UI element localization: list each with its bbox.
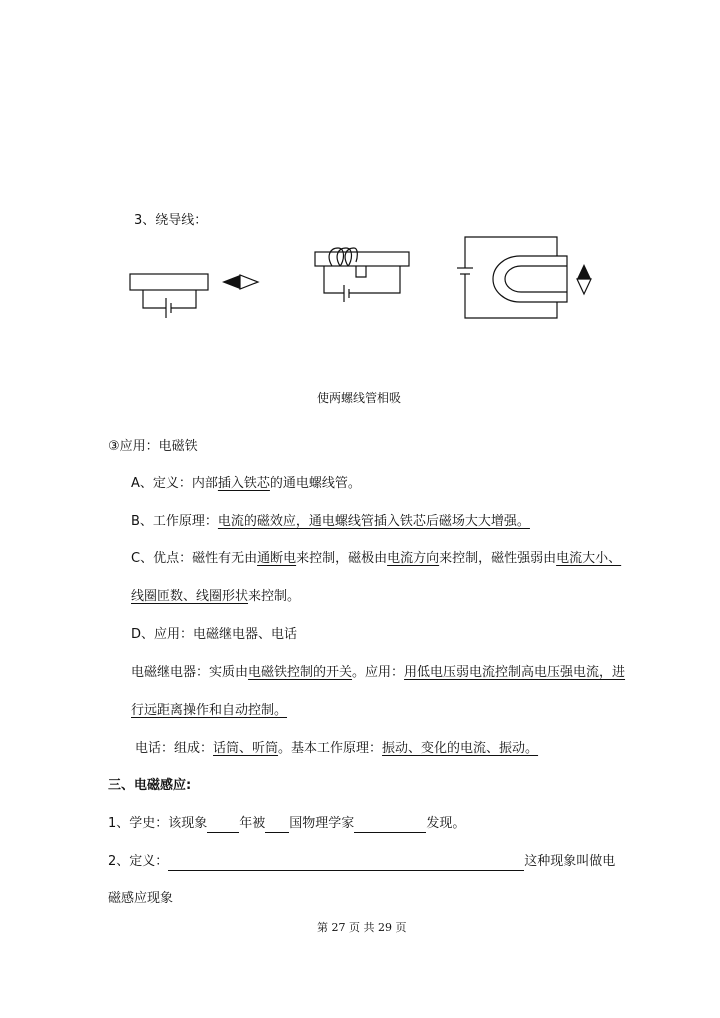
definition-blank[interactable] [168, 856, 524, 871]
relay-line-1: 电磁继电器：实质由电磁铁控制的开关。应用：用低电压弱电流控制高电压强电流，进 [131, 665, 626, 680]
country-blank[interactable] [265, 818, 289, 833]
application-heading: ③应用：电磁铁 [108, 439, 198, 454]
horseshoe-outer [493, 256, 567, 302]
year-blank[interactable] [207, 818, 239, 833]
induction-definition-line-2: 磁感应现象 [108, 891, 174, 906]
history-line: 1、学史：该现象 年被 国物理学家 发现。 [108, 816, 466, 831]
principle-line: B、工作原理：电流的磁效应，通电螺线管插入铁芯后磁场大大增强。 [131, 514, 530, 529]
figure-caption: 使两螺线管相吸 [317, 391, 402, 405]
winding-label: 3、绕导线： [134, 213, 208, 228]
section3-heading: 三、电磁感应: [108, 778, 192, 793]
circuit-3 [465, 237, 557, 268]
compass-needle-2 [577, 264, 591, 294]
advantages-line-1: C、优点：磁性有无由通断电来控制，磁极由电流方向来控制，磁性强弱由电流大小、 [131, 551, 622, 566]
induction-definition-line: 2、定义： 这种现象叫做电 [108, 854, 616, 869]
scientist-blank[interactable] [354, 818, 426, 833]
definition-line: A、定义：内部插入铁芯的通电螺线管。 [131, 476, 361, 491]
page-footer: 第 27 页 共 29 页 [317, 921, 407, 934]
telephone-line: 电话：组成：话筒、听筒。基本工作原理：振动、变化的电流、振动。 [135, 741, 539, 756]
horseshoe-inner [505, 266, 567, 292]
relay-line-2: 行远距离操作和自动控制。 [131, 703, 288, 718]
advantages-line-2: 线圈匝数、线圈形状来控制。 [131, 589, 301, 604]
uses-line: D、应用：电磁继电器、电话 [131, 627, 298, 642]
